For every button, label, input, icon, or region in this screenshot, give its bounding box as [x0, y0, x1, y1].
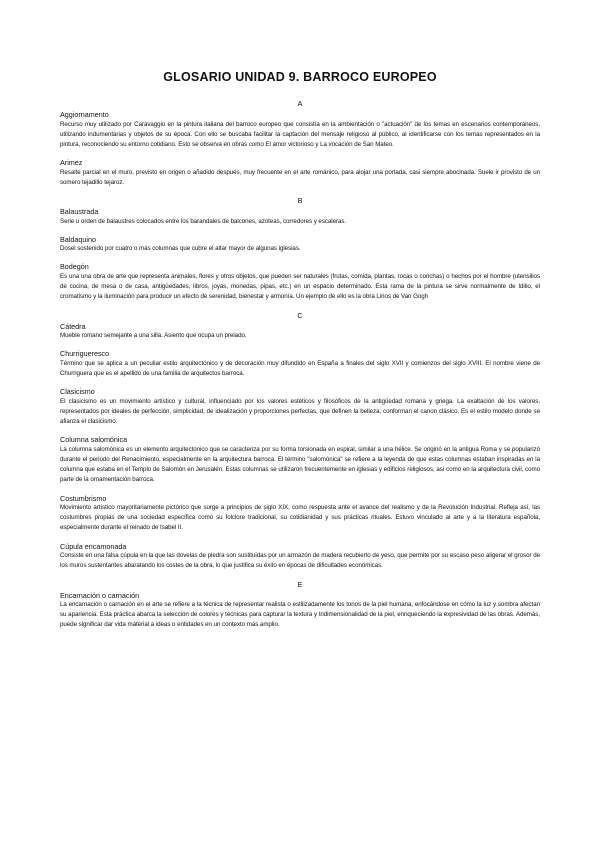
glossary-entry [60, 235, 540, 255]
glossary-entry [60, 591, 540, 631]
glossary-term: Cátedra [60, 321, 86, 331]
glossary-term: Aggiornamento [60, 110, 109, 119]
glossary-definition: La columna salomónica es un elemento arquitectónico que se caracteriza por su forma torsionada en espiral, similar a una hélice. Se originó en la antigua Roma y se popularizó durante el periodo del Renacimiento, especialmente en la arquitectura barroca. El término "salomónica" se refiere a la leyenda de que estas columnas estaban inspiradas en la columna que estaba en el Templo de Salomón en Jerusalén. Estas columnas se utilizaron frecuentemente en iglesias y edificios religiosos, así como en la arquitectura civil, como parte de la ornamentación barroca. [60, 445, 540, 484]
glossary-entry [60, 542, 540, 572]
section-letter: E [297, 579, 303, 589]
glossary-term: Arimez [60, 158, 83, 168]
glossary-entry [60, 387, 540, 427]
glossary-entry [60, 262, 540, 302]
glossary-term: Encarnación o carnación [60, 590, 140, 600]
glossary-definition: Consiste en una falsa cúpula en la que las dovelas de piedra son sustituidas por un armazón de madera recubierto de yeso, que permite por su escaso peso aligerar el grosor de los muros sustentantes abaratando los costes de la obra, lo que justifica su éxito en épocas de dificultades económicas. [60, 552, 540, 570]
glossary-term: Bodegón [60, 262, 89, 272]
glossary-term: Churrigueresco [60, 349, 110, 359]
glossary-body [60, 99, 540, 639]
section-letter: C [297, 310, 303, 320]
glossary-entry [60, 494, 540, 534]
glossary-definition: Término que se aplica a un peculiar estilo arquitectónico y de decoración muy difundido en España a finales del siglo XVII y comienzos del siglo XVIII. El nombre viene de Churriguera que es el apellido de una familia de arquitectos barroca. [60, 359, 540, 377]
section-letter: B [297, 196, 303, 206]
glossary-definition: Es una una obra de arte que representa animales, flores y otros objetos, que pueden ser naturales (frutas, comida, plantas, rocas o conchas) o hechos por el hombre (utensilios de cocina, de mesa o de casa, antigüedades, libros, joyas, monedas, pipas, etc.) en un espacio determinado. Esta rama de la pintura se sirve normalmente de Idilio, el cromatismo y la iluminación para producir un efecto de serenidad, bienestar y armonía. Un ejemplo de ello es la obra Lirios de Van Gogh [60, 272, 540, 301]
glossary-definition: La encarnación o carnación en el arte se refiere a la técnica de representar realista o estilizadamente los tonos de la piel humana, enfocándose en cómo la luz y sombra afectan su apariencia. Esta práctica abarca la selección de colores y técnicas para capturar la textura y tridimensionalidad de la piel, enriqueciendo la expresividad de las obras. Además, puede significar dar vida material a ideas o entidades en un contexto más amplio. [60, 601, 540, 629]
glossary-entry [60, 207, 540, 227]
glossary-term: Columna salomónica [60, 435, 128, 445]
glossary-entry [60, 158, 540, 188]
glossary-definition: El clasicismo es un movimiento artístico y cultural, influenciado por los valores estéticos y filosóficos de la antigüedad romana y griega. La exaltación de los valores, representados por ideales de perfección, simplicidad, de idealización y proporciones perfectas, que definen la belleza; conforman el canon clásico. Es el estilo modelo donde se afianza el clasicismo. [60, 397, 540, 426]
glossary-entry [60, 322, 540, 342]
glossary-entry [60, 349, 540, 379]
glossary-definition: Resalte parcial en el muro, previsto en origen o añadido después, muy frecuente en el arte románico, para alojar una portada, casi siempre abocinada. Suele ir provisto de un somero tejadillo tejaroz. [60, 168, 540, 186]
glossary-definition: Serie u orden de balaustres colocados entre los barandales de balcones, azoteas, corredores y escaleras. [60, 217, 347, 225]
glossary-entry [60, 110, 540, 150]
glossary-term: Cúpula encamonada [60, 541, 127, 551]
glossary-definition: Dosel sostenido por cuatro o más columnas que cubre el altar mayor de algunas iglesias. [60, 245, 301, 253]
glossary-term: Clasicismo [60, 387, 95, 397]
glossary-definition: Mueble romano semejante a una silla. Asiento que ocupa un prelado. [60, 332, 247, 340]
section-letter: A [297, 99, 303, 108]
glossary-entry [60, 435, 540, 485]
glossary-term: Baldaquino [60, 234, 96, 244]
document-title: GLOSARIO UNIDAD 9. BARROCO EUROPEO [163, 70, 437, 84]
glossary-definition: Movimiento artístico mayoritariamente pictórico que surge a principios de siglo XIX, como respuesta ante el avance del realismo y de la Revolución Industrial. Refleja así, las costumbres propias de una sociedad específica como su folclore tradicional, su cotidianidad y sus prácticas rituales. Estuvo vinculado al arte y a la literatura española, especialmente durante el reinado de Isabel II. [60, 504, 540, 532]
glossary-definition: Recurso muy utilizado por Caravaggio en la pintura italiana del barroco europeo que consistía en la ambientación o "actuación" de los temas en escenarios contemporáneos, utilizando indumentarias y objetos de su época. Con ello se buscaba facilitar la captación del mensaje religioso al público, al identificarse con los temas representados en la pintura, reconociendo su entorno cotidiano. Esto se observa en obras como El amor victorioso y La vocación de San Mateo. [60, 120, 540, 148]
glossary-term: Balaustrada [60, 207, 99, 217]
glossary-term: Costumbrismo [60, 493, 107, 503]
